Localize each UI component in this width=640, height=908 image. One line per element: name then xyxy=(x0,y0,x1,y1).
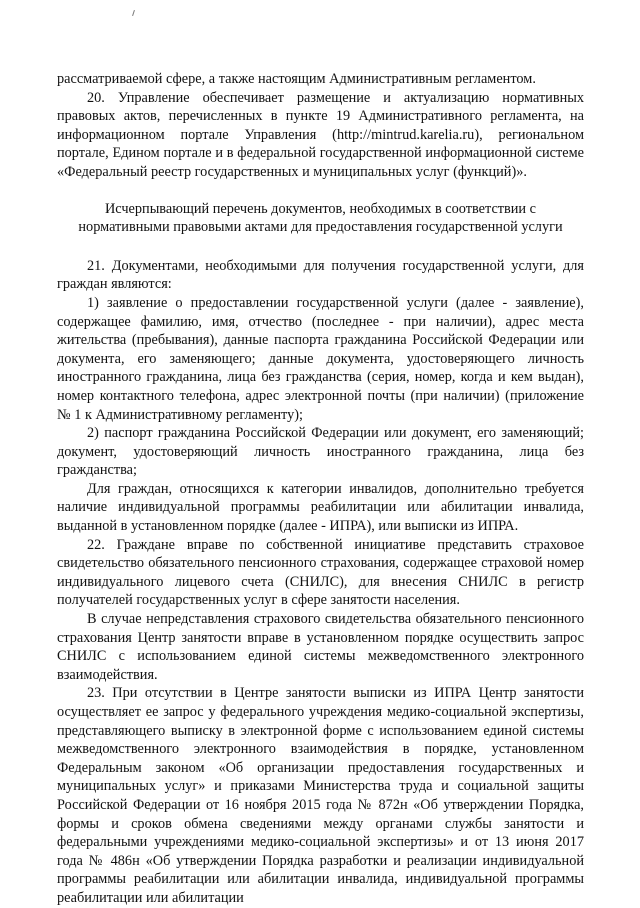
paragraph-21-item-1: 1) заявление о предоставлении государственной услуги (далее - заявление), содержащее фамилию, имя, отчество (последнее - при наличии), адрес места жительства (пребывания), данные паспорта гражданина Российской Федерации или документа, его заменяющего; данные документа, удостоверяющего личность иностранного гражданина, лица без гражданства (серия, номер, когда и кем выдан), номер контактного телефона, адрес электронной почты (при наличии) (приложение № 1 к Административному регламенту); xyxy=(57,294,584,423)
scan-mark xyxy=(132,10,135,16)
section-heading xyxy=(57,200,584,237)
section-heading-line-1: Исчерпывающий перечень документов, необходимых в соответствии с xyxy=(104,200,537,217)
document-body xyxy=(57,70,584,908)
paragraph-continuation: рассматриваемой сфере, а также настоящим Административным регламентом. xyxy=(57,71,536,87)
paragraph-21: 21. Документами, необходимыми для получения государственной услуги, для граждан являются: xyxy=(57,257,584,293)
paragraph-23: 23. При отсутствии в Центре занятости выписки из ИПРА Центр занятости осуществляет ее запрос у федерального учреждения медико-социальной экспертизы, представляющего выписку в электронной форме с использованием единой системы межведомственного электронного взаимодействия в порядке, установленном Федеральным законом «Об организации предоставления государственных и муниципальных услуг» и приказами Министерства труда и социальной защиты Российской Федерации от 16 ноября 2015 года № 872н «Об утверждении Порядка, формы и сроков обмена сведениями между органами службы занятости и федеральными учреждениями медико-социальной экспертизы» и от 13 июня 2017 года № 486н «Об утверждении Порядка разработки и реализации индивидуальной программы реабилитации или абилитации инвалида, индивидуальной программы реабилитации или абилитации xyxy=(57,685,584,906)
paragraph-21-item-2: 2) паспорт гражданина Российской Федерации или документ, его заменяющий; документ, удостоверяющий личность иностранного гражданина, лица без гражданства; xyxy=(57,425,584,479)
section-heading-line-2: нормативными правовыми актами для предоставления государственной услуги xyxy=(78,219,563,236)
paragraph-20: 20. Управление обеспечивает размещение и актуализацию нормативных правовых актов, перечисленных в пункте 19 Административного регламента, на информационном портале Управления (http://mintrud.karelia.ru), региональном портале, Едином портале и в федеральной государственной информационной системе «Федеральный реестр государственных и муниципальных услуг (функций)». xyxy=(57,89,584,180)
paragraph-22-request: В случае непредставления страхового свидетельства обязательного пенсионного страхования Центр занятости вправе в установленном порядке осуществить запрос СНИЛС с использованием единой системы межведомственного электронного взаимодействия. xyxy=(57,611,584,683)
paragraph-22: 22. Граждане вправе по собственной инициативе представить страховое свидетельство обязательного пенсионного страхования, содержащее страховой номер индивидуального лицевого счета (СНИЛС), для внесения СНИЛС в регистр получателей государственных услуг в сфере занятости населения. xyxy=(57,536,584,609)
paragraph-21-disabled-persons: Для граждан, относящихся к категории инвалидов, дополнительно требуется наличие индивидуальной программы реабилитации или абилитации инвалида, выданной в установленном порядке (далее - ИПРА), или выписки из ИПРА. xyxy=(57,480,584,535)
